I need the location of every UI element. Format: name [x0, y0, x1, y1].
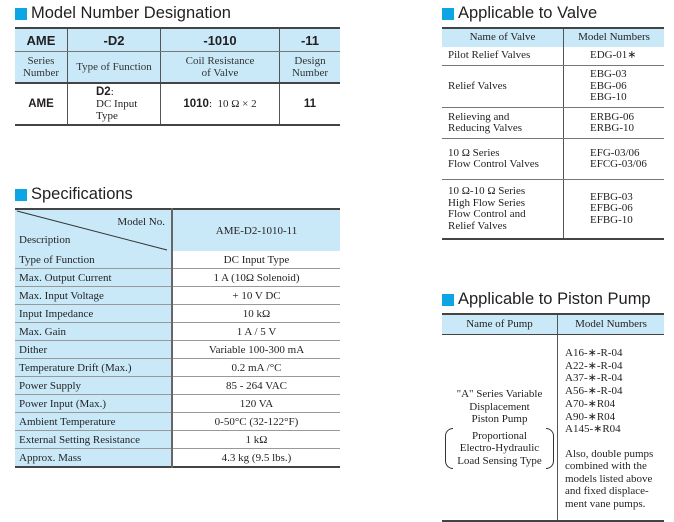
spec-row: [15, 431, 340, 449]
spec-value: Variable 100-300 mA: [172, 341, 340, 359]
spec-value: 1 A / 5 V: [172, 323, 340, 341]
spec-value: 0-50°C (32-122°F): [172, 413, 340, 431]
spec-row: [15, 323, 340, 341]
spec-key: Power Input (Max.): [15, 395, 172, 413]
pump-name-line: Piston Pump: [471, 413, 528, 426]
value-function: D2: DC Input Type: [68, 83, 161, 125]
spec-row: [15, 413, 340, 431]
pump-note-line: Also, double pumps: [565, 447, 654, 460]
valve-model: ERBG-10: [590, 122, 634, 134]
pump-model: A90-∗R04: [565, 410, 616, 423]
spec-key: Max. Input Voltage: [15, 287, 172, 305]
valve-name: [442, 108, 564, 139]
model-designation-title-text: Model Number Designation: [31, 4, 231, 22]
spec-key: Type of Function: [15, 251, 172, 269]
pump-note-line: and fixed displace-: [565, 485, 649, 498]
spec-value: DC Input Type: [172, 251, 340, 269]
spec-key: Approx. Mass: [15, 449, 172, 468]
pump-paren-line: Load Sensing Type: [457, 454, 542, 467]
pump-row: [442, 335, 664, 522]
spec-value: 85 - 264 VAC: [172, 377, 340, 395]
spec-row: [15, 305, 340, 323]
spec-model: AME-D2-1010-11: [172, 209, 340, 251]
valve-name-line: Relief Valves: [448, 79, 507, 92]
spec-key: Dither: [15, 341, 172, 359]
valve-row: [442, 139, 664, 180]
valve-model: EBG-03: [590, 68, 627, 81]
valve-name: [442, 47, 564, 66]
pump-note: [565, 448, 664, 511]
valve-name-line: Reducing Valves: [448, 122, 523, 134]
valve-header-name: Name of Valve: [442, 28, 564, 47]
pump-name-lines: [442, 388, 557, 426]
valve-name: [442, 139, 564, 180]
pump-model: A56-∗-R-04: [565, 385, 623, 398]
pump-model: A70-∗R04: [565, 397, 616, 410]
valve-model: EFG-03/06: [590, 146, 640, 159]
value-coil: 1010: 10 Ω × 2: [161, 83, 280, 125]
spec-header-row: [15, 209, 340, 251]
valve-row: [442, 47, 664, 66]
model-no-label: Model No.: [117, 216, 165, 228]
valve-header-models: Model Numbers: [564, 28, 665, 47]
spec-key: Power Supply: [15, 377, 172, 395]
valve-models: [564, 108, 665, 139]
spec-row: [15, 287, 340, 305]
spec-row: [15, 251, 340, 269]
valve-name-line: 10 Ω Series: [448, 146, 500, 159]
pump-name-line: Displacement: [469, 400, 530, 413]
valve-name-line: Relief Valves: [448, 219, 507, 232]
valve-name-line: High Flow Series: [448, 196, 525, 209]
valve-name: [442, 180, 564, 240]
valve-title: [442, 4, 597, 23]
valve-name-line: Pilot Relief Valves: [448, 49, 531, 62]
code-function: -D2: [68, 28, 161, 52]
pump-header-name: Name of Pump: [442, 314, 558, 335]
spec-value: 120 VA: [172, 395, 340, 413]
code-design: -11: [280, 28, 341, 52]
spec-value: 1 kΩ: [172, 431, 340, 449]
code-series: AME: [15, 28, 68, 52]
spec-row: [15, 395, 340, 413]
valve-models: [564, 47, 665, 66]
spec-key: Input Impedance: [15, 305, 172, 323]
section-square-icon: [15, 189, 27, 201]
pump-models: [558, 335, 665, 522]
spec-row: [15, 377, 340, 395]
desc-series: Series Number: [15, 52, 68, 84]
pump-header-row: [442, 314, 664, 335]
desc-function: Type of Function: [68, 52, 161, 84]
section-square-icon: [442, 294, 454, 306]
valve-name-line: Flow Control Valves: [448, 158, 539, 170]
spec-value: 10 kΩ: [172, 305, 340, 323]
pump-model: A37-∗-R-04: [565, 372, 623, 385]
pump-model: A145-∗R04: [565, 423, 621, 436]
spec-value: 4.3 kg (9.5 lbs.): [221, 451, 292, 464]
valve-row: [442, 180, 664, 240]
value-row: [15, 83, 340, 125]
valve-model: EBG-06: [590, 79, 627, 92]
valve-row: [442, 108, 664, 139]
valve-title-text: Applicable to Valve: [458, 4, 598, 22]
pump-note-line: ment vane pumps.: [565, 497, 646, 510]
spec-key: Temperature Drift (Max.): [15, 359, 172, 377]
code-coil: -1010: [161, 28, 280, 52]
pump-name: [442, 335, 558, 522]
pump-model: A16-∗-R-04: [565, 347, 623, 359]
pump-paren-line: Electro-Hydraulic: [459, 442, 540, 455]
valve-model: EFCG-03/06: [590, 158, 647, 170]
pump-paren-note: [445, 430, 554, 468]
valve-name-line: Flow Control and: [448, 208, 526, 220]
pump-model: A22-∗-R-04: [565, 359, 623, 372]
desc-design: Design Number: [280, 52, 341, 84]
valve-models: [564, 139, 665, 180]
spec-value: 1 A (10Ω Solenoid): [172, 269, 340, 287]
spec-row: [15, 341, 340, 359]
valve-model: ERBG-06: [590, 110, 634, 123]
valve-model: EDG-01∗: [590, 49, 637, 62]
spec-key: Max. Output Current: [15, 269, 172, 287]
spec-row: [15, 269, 340, 287]
valve-models: [564, 66, 665, 108]
valve-table: [442, 27, 664, 240]
valve-name-line: Relieving and: [448, 110, 510, 123]
value-series: AME: [28, 98, 54, 110]
pump-model-list: [565, 347, 664, 436]
valve-row: [442, 66, 664, 108]
section-square-icon: [442, 8, 454, 20]
valve-model: EBG-10: [590, 91, 627, 104]
spec-row: [15, 449, 340, 468]
specifications-title-text: Specifications: [31, 185, 133, 203]
pump-title: [442, 290, 651, 309]
desc-coil: Coil Resistance of Valve: [161, 52, 280, 84]
valve-model: EFBG-10: [590, 213, 633, 226]
pump-title-text: Applicable to Piston Pump: [458, 290, 651, 308]
valve-header-row: [442, 28, 664, 47]
value-design: 11: [280, 83, 341, 125]
valve-name-line: 10 Ω-10 Ω Series: [448, 185, 526, 197]
pump-paren-line: Proportional: [471, 429, 527, 442]
spec-key: Max. Gain: [15, 323, 172, 341]
description-row: [15, 52, 340, 84]
pump-note-line: combined with the: [565, 460, 647, 473]
spec-value: + 10 V DC: [172, 287, 340, 305]
pump-table: [442, 313, 664, 522]
spec-diagonal-header: [15, 209, 172, 251]
spec-key: External Setting Resistance: [15, 431, 172, 449]
valve-name: [442, 66, 564, 108]
spec-key: Ambient Temperature: [15, 413, 172, 431]
valve-model: EFBG-06: [590, 202, 633, 215]
pump-header-models: Model Numbers: [558, 314, 665, 335]
model-designation-table: [15, 27, 340, 126]
description-label: Description: [19, 234, 71, 246]
spec-row: [15, 359, 340, 377]
pump-note-line: models listed above: [565, 472, 653, 485]
model-designation-title: [15, 4, 231, 23]
specifications-table: [15, 208, 340, 468]
code-row: [15, 28, 340, 52]
spec-value: 0.2 mA /°C: [172, 359, 340, 377]
valve-model: EFBG-03: [590, 190, 633, 203]
pump-name-line: "A" Series Variable: [456, 388, 543, 401]
specifications-title: [15, 185, 133, 204]
section-square-icon: [15, 8, 27, 20]
valve-models: [564, 180, 665, 240]
